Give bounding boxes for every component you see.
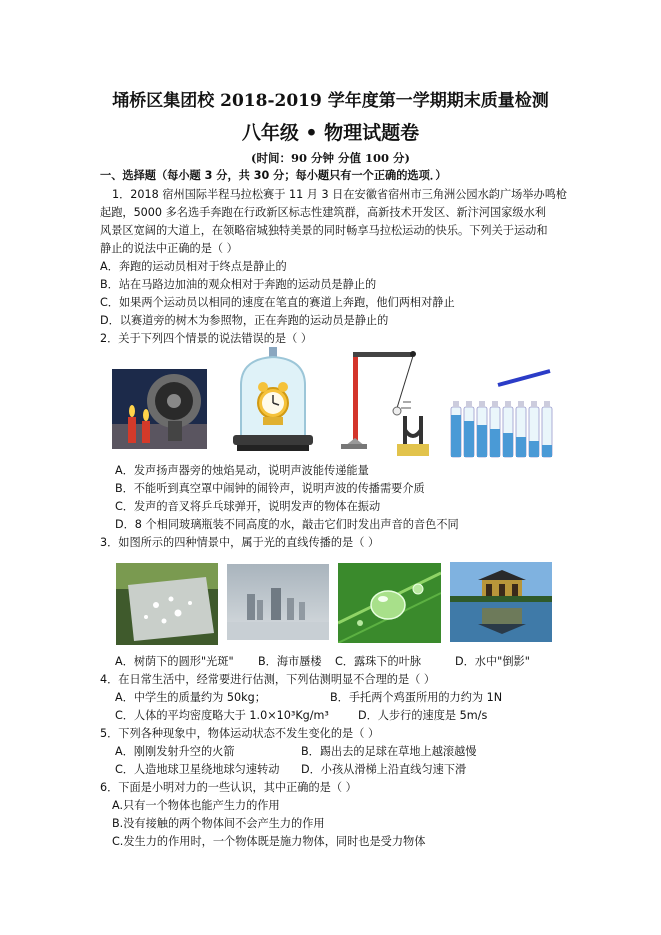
q1-stem-line: 静止的说法中正确的是（ ）: [100, 242, 238, 255]
q1-option-b: B．站在马路边加油的观众相对于奔跑的运动员是静止的: [100, 278, 377, 291]
q5-option-a: A．刚刚发射升空的火箭: [115, 745, 235, 758]
q3-light-spots-image: [116, 563, 218, 645]
q3-dew-drop-image: [338, 563, 441, 643]
q2-option-b: B．不能听到真空罩中闹钟的闹铃声，说明声波的传播需要介质: [115, 482, 425, 495]
q2-tuning-fork-image: [337, 346, 437, 458]
exam-time-info: (时间：90 分钟 分值 100 分): [251, 151, 410, 165]
q2-water-bottles-image: [448, 367, 554, 459]
q5-option-b: B．踢出去的足球在草地上越滚越慢: [301, 745, 477, 758]
q4-option-a: A．中学生的质量约为 50kg；: [115, 691, 266, 704]
q1-option-c: C．如果两个运动员以相同的速度在笔直的赛道上奔跑，他们两相对静止: [100, 296, 455, 309]
q3-stem: 3．如图所示的四种情景中，属于光的直线传播的是（ ）: [100, 536, 380, 549]
q6-stem: 6．下面是小明对力的一些认识，其中正确的是（ ）: [100, 781, 357, 794]
q5-stem: 5．下列各种现象中，物体运动状态不发生变化的是（ ）: [100, 727, 380, 740]
q1-option-d: D．以赛道旁的树木为参照物，正在奔跑的运动员是静止的: [100, 314, 389, 327]
q6-option-a: A.只有一个物体也能产生力的作用: [112, 799, 280, 812]
q4-option-c: C．人体的平均密度略大于 1.0×10³Kg/m³: [115, 709, 329, 722]
q4-stem: 4．在日常生活中，经常要进行估测，下列估测明显不合理的是（ ）: [100, 673, 436, 686]
exam-subtitle: 八年级 • 物理试题卷: [241, 122, 420, 144]
q3-caption-c: C．露珠下的叶脉: [335, 655, 422, 668]
q2-bell-jar-clock-image: [233, 347, 313, 452]
section-heading: 一、选择题（每小题 3 分，共 30 分；每小题只有一个正确的选项．）: [100, 169, 447, 182]
q3-caption-d: D．水中"倒影": [455, 655, 530, 668]
q2-speaker-candle-image: [112, 369, 207, 449]
q4-option-b: B．手托两个鸡蛋所用的力约为 1N: [330, 691, 503, 704]
q1-stem-line: 起跑，5000 多名选手奔跑在行政新区标志性建筑群，高新技术开发区、新汴河国家级水利: [100, 206, 546, 219]
exam-title: 埇桥区集团校 2018-2019 学年度第一学期期末质量检测: [112, 91, 549, 111]
q2-option-a: A．发声扬声器旁的烛焰晃动，说明声波能传递能量: [115, 464, 369, 477]
q2-stem: 2．关于下列四个情景的说法错误的是（ ）: [100, 332, 313, 345]
q3-caption-b: B．海市蜃楼: [258, 655, 322, 668]
q1-stem-line: 1．2018 宿州国际半程马拉松赛于 11 月 3 日在安徽省宿州市三角洲公园水韵广场举办鸣枪: [112, 188, 568, 201]
q2-option-c: C．发声的音叉将乒乓球弹开，说明发声的物体在振动: [115, 500, 381, 513]
q6-option-b: B.没有接触的两个物体间不会产生力的作用: [112, 817, 325, 830]
q3-caption-a: A．树荫下的圆形"光斑": [115, 655, 234, 668]
q3-reflection-image: [450, 562, 552, 642]
q4-option-d: D．人步行的速度是 5m/s: [358, 709, 488, 722]
q2-option-d: D．8 个相同玻璃瓶装不同高度的水，敲击它们时发出声音的音色不同: [115, 518, 459, 531]
q5-option-c: C．人造地球卫星绕地球匀速转动: [115, 763, 280, 776]
q6-option-c: C.发生力的作用时，一个物体既是施力物体，同时也是受力物体: [112, 835, 426, 848]
q1-option-a: A．奔跑的运动员相对于终点是静止的: [100, 260, 287, 273]
q3-mirage-image: [227, 564, 329, 640]
q1-stem-line: 风景区宽阔的大道上，在领略宿城独特美景的同时畅享马拉松运动的快乐。下列关于运动和: [100, 224, 548, 237]
q5-option-d: D．小孩从滑梯上沿直线匀速下滑: [301, 763, 467, 776]
